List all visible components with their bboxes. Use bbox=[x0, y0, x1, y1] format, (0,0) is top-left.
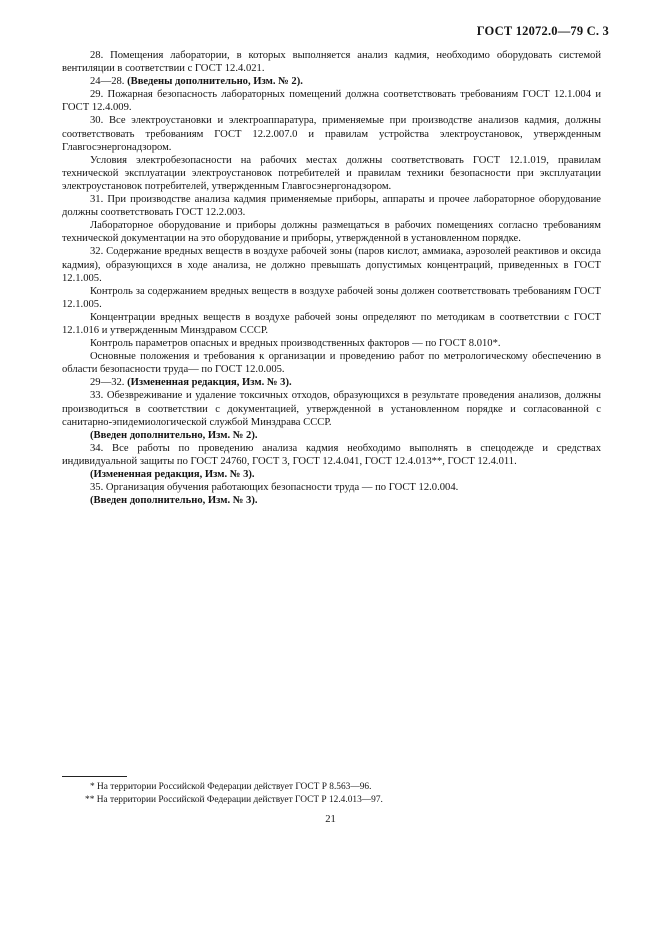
paragraph-32-concentrations: Концентрации вредных веществ в воздухе рабочей зоны определяют по методикам в соответствии с ГОСТ 12.1.016 и утвержденным Минздравом СССР. bbox=[62, 311, 601, 336]
paragraph-29: 29. Пожарная безопасность лабораторных помещений должна соответствовать требованиям ГОСТ 12.1.004 и ГОСТ 12.4.009. bbox=[62, 89, 601, 114]
page-header: ГОСТ 12072.0—79 С. 3 bbox=[476, 24, 609, 38]
amendment-note-34: (Измененная редакция, Изм. № 3). bbox=[90, 469, 255, 480]
footnote-divider bbox=[62, 776, 127, 777]
amendment-note-29-32: 29—32. (Измененная редакция, Изм. № 3). bbox=[90, 377, 292, 389]
paragraph-31: 31. При производстве анализа кадмия применяемые приборы, аппараты и прочее лабораторное оборудование должны соответствовать ГОСТ 12.2.003. bbox=[62, 194, 601, 219]
footnotes bbox=[62, 781, 601, 807]
paragraph-32: 32. Содержание вредных веществ в воздухе рабочей зоны (паров кислот, аммиака, аэрозолей реактивов и оксида кадмия), образующихся в ходе анализа, не должно превышать допустимых концентраций, приведенных в ГОСТ 12.1.005. bbox=[62, 246, 601, 284]
footnote-2: ** На территории Российской Федерации действует ГОСТ Р 12.4.013—97. bbox=[85, 795, 383, 806]
paragraph-35: 35. Организация обучения работающих безопасности труда — по ГОСТ 12.0.004. bbox=[90, 482, 459, 494]
paragraph-32-metrology: Основные положения и требования к организации и проведению работ по метрологическому обеспечению в области безопасности труда— по ГОСТ 12.0.005. bbox=[62, 351, 601, 376]
page-number: 21 bbox=[325, 814, 336, 825]
document-body bbox=[62, 49, 601, 507]
paragraph-33: 33. Обезвреживание и удаление токсичных отходов, образующихся в результате проведения анализов, должны производиться в соответствии с документацией, утвержденной в установленном порядке и согласованной с санитарно-эпидемиологической службой Минздрава СССР. bbox=[62, 390, 601, 428]
paragraph-28: 28. Помещения лаборатории, в которых выполняется анализ кадмия, необходимо оборудовать системой вентиляции в соответствии с ГОСТ 12.4.021. bbox=[62, 50, 601, 75]
paragraph-32-control: Контроль за содержанием вредных веществ в воздухе рабочей зоны должен соответствовать требованиям ГОСТ 12.1.005. bbox=[62, 285, 601, 310]
paragraph-31-equipment-placement: Лабораторное оборудование и приборы должны размещаться в рабочих помещениях согласно требованиям технической документации на это оборудование и приборы, утвержденной в установленном порядке. bbox=[62, 220, 601, 245]
amendment-note-33: (Введен дополнительно, Изм. № 2). bbox=[90, 429, 258, 441]
paragraph-34: 34. Все работы по проведению анализа кадмия необходимо выполнять в спецодежде и средствах индивидуальной защиты по ГОСТ 24760, ГОСТ 3, ГОСТ 12.4.041, ГОСТ 12.4.013**, ГОСТ 12.4.011. bbox=[62, 442, 601, 467]
paragraph-30-electrical-safety: Условия электробезопасности на рабочих местах должны соответствовать ГОСТ 12.1.019, правилам технической эксплуатации электроустановок потребителей и правилам техники безопасности при эксплуатации электроустановок потребителей, утвержденным Главгосэнергонадзором. bbox=[62, 154, 601, 192]
paragraph-32-factors: Контроль параметров опасных и вредных производственных факторов — по ГОСТ 8.010*. bbox=[90, 338, 501, 350]
footnote-1: * На территории Российской Федерации действует ГОСТ Р 8.563—96. bbox=[90, 782, 372, 792]
amendment-note-35: (Введен дополнительно, Изм. № 3). bbox=[90, 495, 258, 507]
paragraph-30: 30. Все электроустановки и электроаппаратура, применяемые при производстве анализов кадмия, должны соответствовать требованиям ГОСТ 12.2.007.0 и правилам устройства электроустановок, утвержденным Главгосэнергонадзором. bbox=[62, 115, 601, 153]
amendment-note-24-28: 24—28. (Введены дополнительно, Изм. № 2). bbox=[90, 76, 303, 88]
